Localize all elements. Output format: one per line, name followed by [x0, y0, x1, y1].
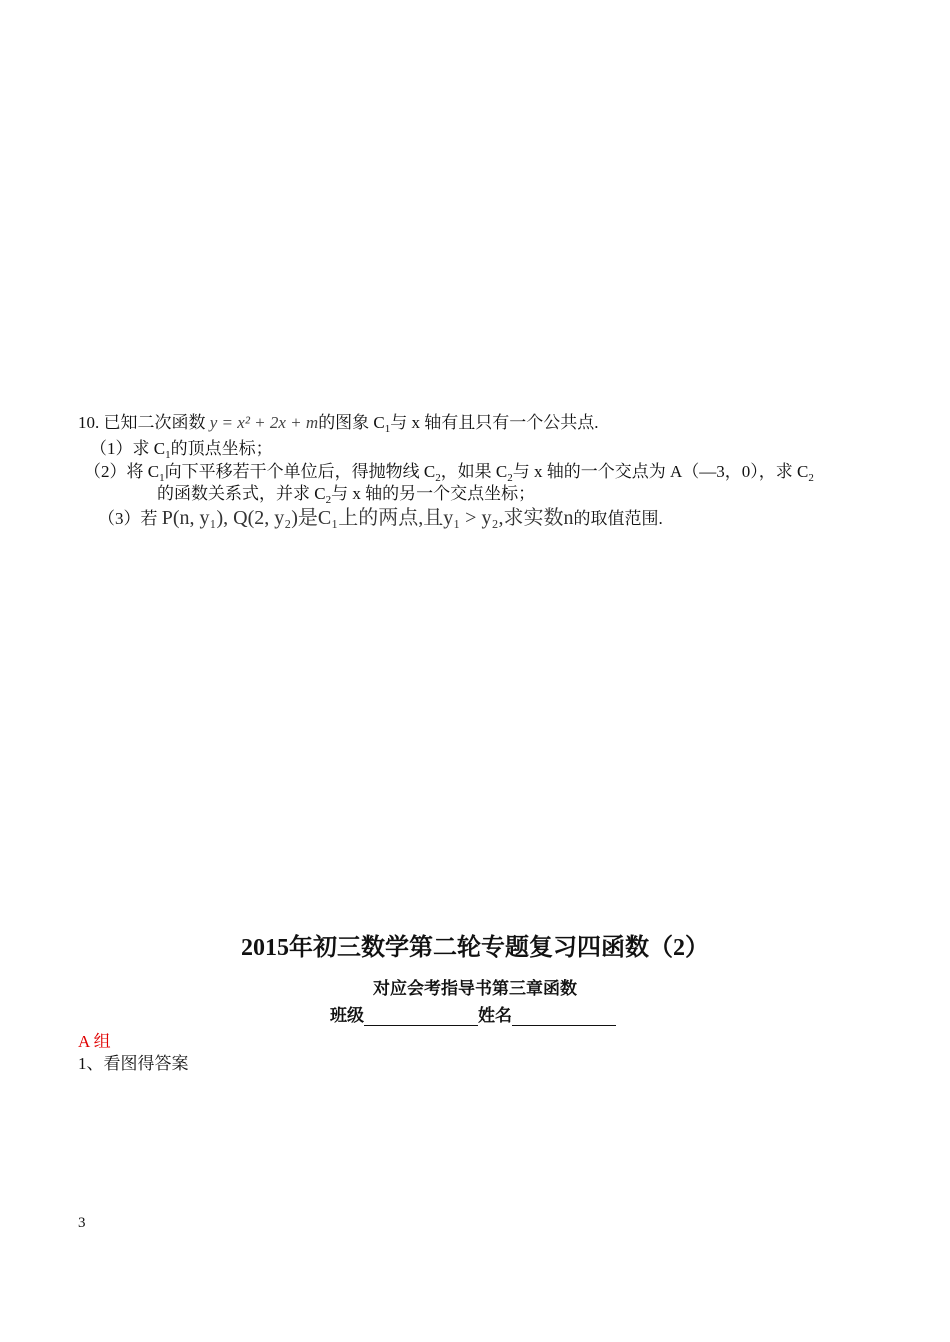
item-1: 1、看图得答案 — [78, 1054, 189, 1073]
name-label: 姓名 — [478, 1006, 512, 1026]
part2-line2-text-b: 与 x 轴的另一个交点坐标； — [331, 484, 536, 503]
quadratic-formula: y = x² + 2x + m — [209, 413, 319, 432]
part3-math-expression: P(n, y₁), Q(2, y₂)是C₁上的两点,且y₁ > y₂,求实数n — [161, 507, 574, 529]
curve-subscript: 1 — [384, 423, 391, 435]
class-label: 班级 — [330, 1006, 364, 1026]
part2-line2-text-a: 的函数关系式，并求 C — [157, 484, 326, 503]
part2-text-b: 向下平移若干个单位后，得抛物线 C — [164, 462, 436, 481]
name-blank[interactable] — [512, 1007, 616, 1026]
page-subtitle: 对应会考指导书第三章函数 — [373, 979, 577, 999]
part3-suffix: 的取值范围. — [573, 509, 663, 528]
class-name-row — [330, 1001, 616, 1026]
question-intro-suffix-2: 与 x 轴有且只有一个公共点. — [390, 413, 599, 432]
part3-prefix: （3）若 — [98, 509, 158, 528]
question-10-part-1 — [90, 434, 273, 459]
part2-text-a: （2）将 C — [84, 462, 160, 481]
question-10-part-3 — [98, 501, 663, 530]
question-intro-suffix-1: 的图象 C — [318, 413, 385, 432]
group-label: A 组 — [78, 1032, 111, 1051]
part2-subscript-3: 2 — [507, 472, 513, 484]
part2-subscript-2: 2 — [435, 472, 441, 484]
part2-text-c: ，如果 C — [440, 462, 508, 481]
question-10-intro — [78, 408, 599, 433]
question-intro-prefix: 已知二次函数 — [103, 413, 206, 432]
question-number: 10. — [78, 413, 100, 432]
part2-subscript-4: 2 — [808, 472, 814, 484]
part2-text-d: 与 x 轴的一个交点为 A（—3，0），求 C — [512, 462, 809, 481]
page-title: 2015年初三数学第二轮专题复习四函数（2） — [241, 935, 709, 961]
part2-subscript-1: 1 — [159, 472, 165, 484]
part1-suffix: 的顶点坐标； — [170, 439, 273, 458]
part1-prefix: （1）求 C — [90, 439, 166, 458]
page-number: 3 — [78, 1215, 86, 1231]
part2-line2-subscript: 2 — [325, 494, 332, 506]
part1-subscript: 1 — [165, 449, 171, 461]
class-blank[interactable] — [364, 1007, 478, 1026]
